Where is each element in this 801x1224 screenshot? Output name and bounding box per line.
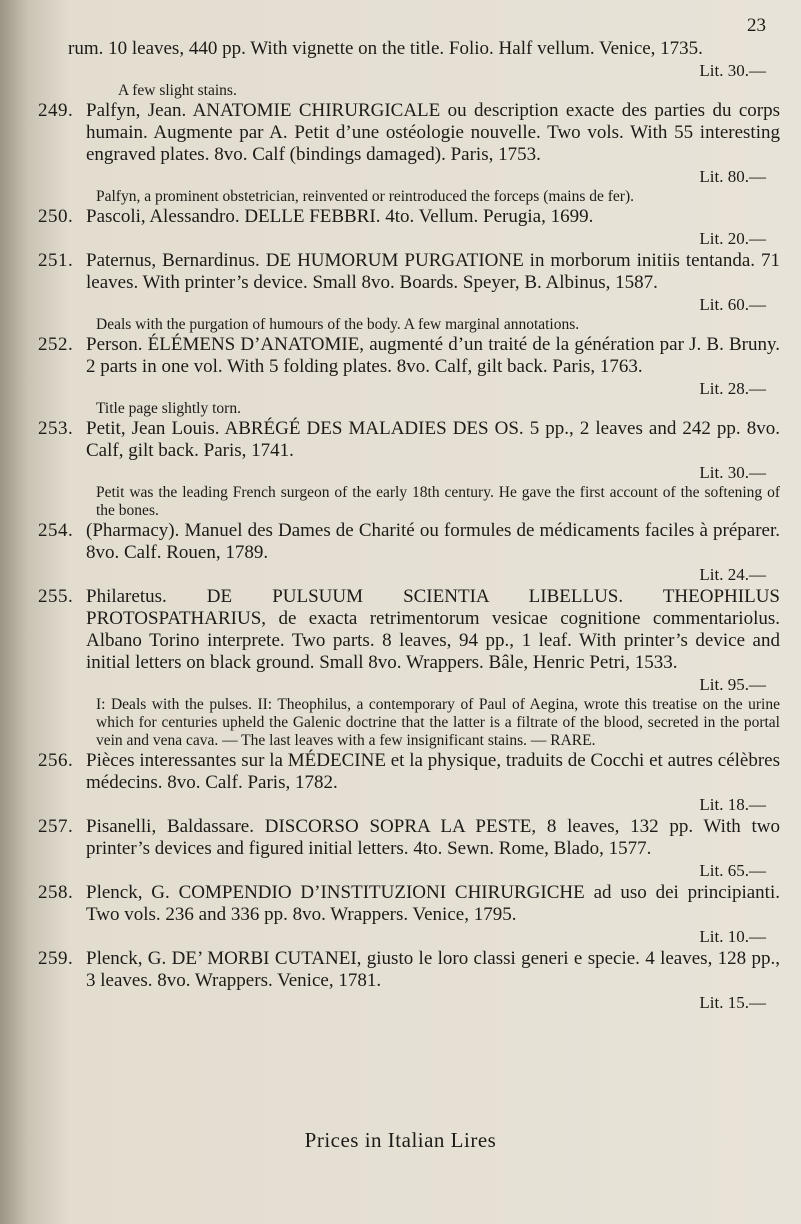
- page-content: [38, 14, 780, 1014]
- entry-description: Pascoli, Alessandro. DELLE FEBBRI. 4to. Vellum. Perugia, 1699.: [86, 206, 594, 227]
- entry-description: Pièces interessantes sur la MÉDECINE et la physique, traduits de Cocchi et autres célèbres médecins. 8vo. Calf. Paris, 1782.: [86, 750, 780, 793]
- entry-description: Plenck, G. DE’ MORBI CUTANEI, giusto le loro classi generi e specie. 4 leaves, 128 pp., 3 leaves. 8vo. Wrappers. Venice, 1781.: [86, 948, 780, 991]
- entry-price: Lit. 60.—: [699, 295, 766, 314]
- entry-note: I: Deals with the pulses. II: Theophilus, a contemporary of Paul of Aegina, wrote this treatise on the urine which for centuries upheld the Galenic doctrine that the latter is a filtrate of the blood, secreted in the portal vein and vena cava. — The last leaves with a few insignificant stains. — RARE.: [96, 696, 780, 749]
- entry-price: Lit. 10.—: [699, 927, 766, 946]
- entry-description: (Pharmacy). Manuel des Dames de Charité ou formules de médicaments faciles à préparer. 8vo. Calf. Rouen, 1789.: [86, 520, 780, 563]
- entry-price: Lit. 18.—: [699, 795, 766, 814]
- entry-number: 254.: [38, 520, 74, 541]
- catalogue-entry: [38, 100, 780, 206]
- lead-text: rum. 10 leaves, 440 pp. With vignette on the title. Folio. Half vellum. Venice, 1735.: [68, 38, 703, 59]
- entry-note: Palfyn, a prominent obstetrician, reinvented or reintroduced the forceps (mains de fer).: [96, 188, 634, 205]
- entry-price: Lit. 30.—: [699, 463, 766, 482]
- catalogue-entry: [38, 586, 780, 750]
- catalogue-entry: [38, 520, 780, 586]
- lead-note: A few slight stains.: [118, 82, 237, 99]
- entry-number: 250.: [38, 206, 74, 227]
- catalogue-entry: [38, 206, 780, 250]
- catalogue-entry: [38, 334, 780, 418]
- entry-note: Deals with the purgation of humours of the body. A few marginal annotations.: [96, 316, 580, 333]
- footer-note: Prices in Italian Lires: [304, 1128, 497, 1152]
- entry-price: Lit. 15.—: [699, 993, 766, 1012]
- catalogue-entry: [38, 418, 780, 520]
- entry-number: 257.: [38, 816, 74, 837]
- entry-price: Lit. 28.—: [699, 379, 766, 398]
- entry-number: 249.: [38, 100, 74, 121]
- entry-description: Plenck, G. COMPENDIO D’INSTITUZIONI CHIRURGICHE ad uso dei principianti. Two vols. 236 and 336 pp. 8vo. Wrappers. Venice, 1795.: [86, 882, 780, 925]
- entry-list: [38, 100, 780, 1014]
- entry-note: Title page slightly torn.: [96, 400, 241, 417]
- entry-description: Petit, Jean Louis. ABRÉGÉ DES MALADIES DES OS. 5 pp., 2 leaves and 242 pp. 8vo. Calf, gilt back. Paris, 1741.: [86, 418, 780, 461]
- entry-number: 259.: [38, 948, 74, 969]
- catalogue-entry: [38, 816, 780, 882]
- entry-number: 255.: [38, 586, 74, 607]
- entry-price: Lit. 20.—: [699, 229, 766, 248]
- catalogue-entry: [38, 882, 780, 948]
- entry-price: Lit. 24.—: [699, 565, 766, 584]
- entry-description: Philaretus. DE PULSUUM SCIENTIA LIBELLUS. THEOPHILUS PROTOSPATHARIUS, de exacta retrimentorum vesicae cognitione commentariolus. Albano Torino interprete. Two parts. 8 leaves, 94 pp., 1 leaf. With printer’s device and initial letters on black ground. Small 8vo. Wrappers. Bâle, Henric Petri, 1533.: [86, 586, 780, 673]
- catalogue-entry: [38, 250, 780, 334]
- catalogue-entry: [38, 948, 780, 1014]
- lead-price: Lit. 30.—: [699, 61, 766, 80]
- entry-price: Lit. 95.—: [699, 675, 766, 694]
- entry-note: Petit was the leading French surgeon of the early 18th century. He gave the first account of the softening of the bones.: [96, 484, 780, 519]
- entry-price: Lit. 65.—: [699, 861, 766, 880]
- entry-description: Person. ÉLÉMENS D’ANATOMIE, augmenté d’un traité de la génération par J. B. Bruny. 2 parts in one vol. With 5 folding plates. 8vo. Calf, gilt back. Paris, 1763.: [86, 334, 780, 377]
- entry-number: 258.: [38, 882, 74, 903]
- entry-description: Pisanelli, Baldassare. DISCORSO SOPRA LA PESTE, 8 leaves, 132 pp. With two printer’s devices and figured initial letters. 4to. Sewn. Rome, Blado, 1577.: [86, 816, 780, 859]
- entry-number: 251.: [38, 250, 74, 271]
- entry-number: 252.: [38, 334, 74, 355]
- page-number: 23: [747, 15, 766, 36]
- catalogue-entry: [38, 750, 780, 816]
- entry-number: 256.: [38, 750, 74, 771]
- entry-description: Palfyn, Jean. ANATOMIE CHIRURGICALE ou description exacte des parties du corps humain. Augmente par A. Petit d’une ostéologie nouvelle. Two vols. With 55 interesting engraved plates. 8vo. Calf (bindings damaged). Paris, 1753.: [86, 100, 780, 165]
- entry-number: 253.: [38, 418, 74, 439]
- entry-description: Paternus, Bernardinus. DE HUMORUM PURGATIONE in morborum initiis tentanda. 71 leaves. With printer’s device. Small 8vo. Boards. Speyer, B. Albinus, 1587.: [86, 250, 780, 293]
- entry-price: Lit. 80.—: [699, 167, 766, 186]
- lead-entry: [38, 38, 780, 100]
